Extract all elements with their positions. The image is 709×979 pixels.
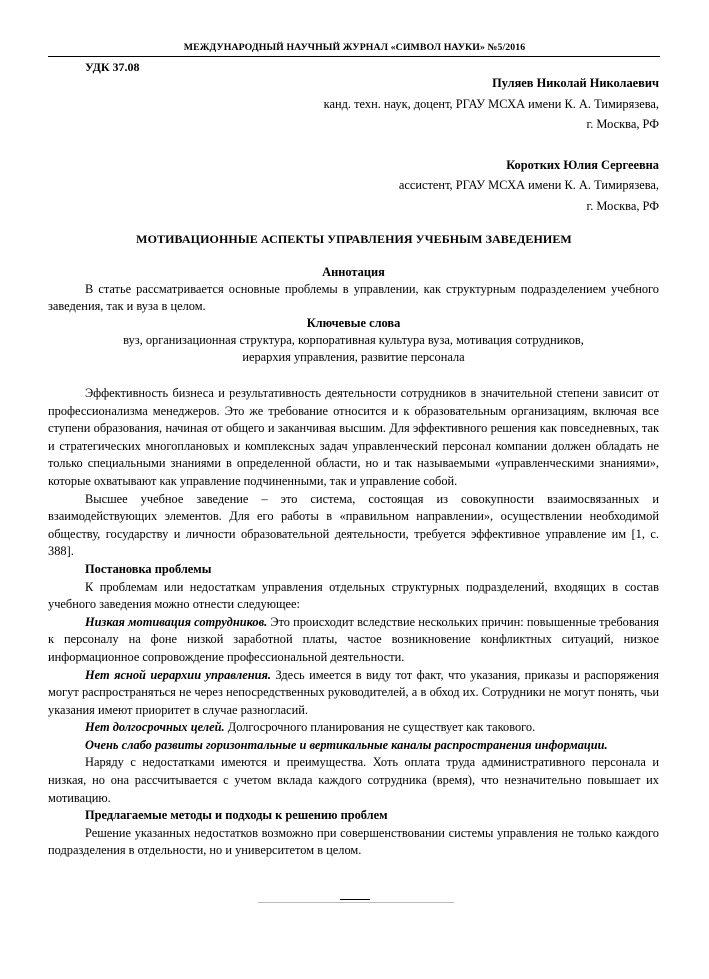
authors-block bbox=[99, 73, 659, 216]
paragraph-text: Здесь имеется в виду тот факт, что указания, приказы и распоряжения могут распространяться не через непосредственных руководителей, а в обход их. Сотрудники не могут понять, чьи указания имеют приоритет в случае разногласий. bbox=[48, 667, 659, 717]
abstract-text: В статье рассматривается основные проблемы в управлении, как структурным подразделением учебного заведения, так и вуза в целом. bbox=[48, 282, 659, 313]
paragraph: Наряду с недостатками имеются и преимущества. Хоть оплата труда административного персонала и низкая, но она рассчитывается с учетом вклада каждого сотрудника (время), что незначительно повышает их мотивацию. bbox=[48, 755, 659, 805]
author-city: г. Москва, РФ bbox=[586, 198, 659, 213]
author-affiliation: ассистент, РГАУ МСХА имени К. А. Тимирязева, bbox=[398, 178, 659, 192]
paragraph: К проблемам или недостаткам управления отдельных структурных подразделений, входящих в состав учебного заведения можно отнести следующее: bbox=[48, 579, 659, 612]
paragraph-emphasis: Очень слабо развиты горизонтальные и вертикальные каналы распространения информации. bbox=[85, 737, 608, 752]
footer-rule-accent bbox=[340, 899, 370, 900]
journal-header: МЕЖДУНАРОДНЫЙ НАУЧНЫЙ ЖУРНАЛ «СИМВОЛ НАУКИ» №5/2016 bbox=[183, 42, 526, 53]
paragraph-text: Это происходит вследствие нескольких причин: повышенные требования к персоналу на фоне низкой заработной платы, частое возникновение конфликтных ситуаций, низкое информационное сопровождение профессиональной деятельности. bbox=[48, 614, 659, 664]
emphasis-lead: Нет долгосрочных целей. bbox=[85, 720, 225, 735]
paragraph bbox=[48, 667, 659, 720]
author-name: Пуляев Николай Николаевич bbox=[492, 76, 659, 90]
author-city: г. Москва, РФ bbox=[586, 117, 659, 131]
author-affiliation: канд. техн. наук, доцент, РГАУ МСХА имени К. А. Тимирязева, bbox=[323, 96, 659, 111]
emphasis-lead: Нет ясной иерархии управления. bbox=[85, 667, 271, 682]
keywords-heading: Ключевые слова bbox=[306, 316, 401, 330]
section-heading: Предлагаемые методы и подходы к решению проблем bbox=[85, 808, 388, 823]
abstract-section bbox=[48, 264, 659, 366]
paragraph: Решение указанных недостатков возможно при совершенствовании системы управления не только каждого подразделения в отдельности, но и университетом в целом. bbox=[48, 825, 659, 858]
author-name: Коротких Юлия Сергеевна bbox=[506, 157, 659, 172]
header-rule bbox=[48, 56, 660, 57]
article-title: МОТИВАЦИОННЫЕ АСПЕКТЫ УПРАВЛЕНИЯ УЧЕБНЫМ ЗАВЕДЕНИЕМ bbox=[136, 232, 572, 246]
paragraph: Эффективность бизнеса и результативность деятельности сотрудников в значительной степени зависит от профессионализма менеджеров. Это же требование относится и к образовательным организациям, включая все ступени образования, начиная от общего и заканчивая высшим. Для эффективного решения как повседневных, так и стратегических многоплановых и комплексных задач управленческий персонал компании должен обладать не только специальными знаниями в определенной области, но и так называемыми «управленческими знаниями», которые охватывают как управление подчиненными, так и управление собой. bbox=[48, 386, 659, 488]
section-heading: Постановка проблемы bbox=[85, 561, 212, 576]
udc-code: УДК 37.08 bbox=[85, 60, 140, 74]
paragraph-text: Долгосрочного планирования не существует как такового. bbox=[224, 720, 536, 735]
emphasis-lead: Низкая мотивация сотрудников. bbox=[85, 614, 268, 629]
paragraph bbox=[48, 614, 659, 667]
keywords-line: иерархия управления, развитие персонала bbox=[242, 350, 465, 364]
paragraph: Высшее учебное заведение – это система, состоящая из совокупности взаимосвязанных и взаимодействующих элементов. Для его работы в «правильном направлении», осуществлении необходимой обществу, государству и личности образовательной деятельности, требуется эффективное управление им [1, с. 388]. bbox=[48, 491, 659, 559]
footer-rule bbox=[258, 902, 454, 903]
abstract-heading: Аннотация bbox=[322, 265, 385, 279]
keywords-line: вуз, организационная структура, корпоративная культура вуза, мотивация сотрудников, bbox=[123, 333, 584, 347]
article-body bbox=[48, 385, 659, 860]
paragraph bbox=[48, 719, 659, 737]
